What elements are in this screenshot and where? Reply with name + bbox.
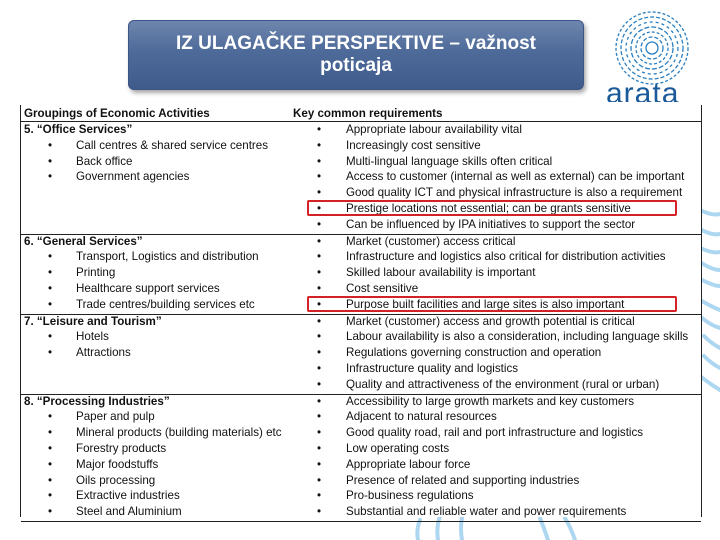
activity-item: Call centres & shared service centres (76, 138, 269, 152)
bullet-glyph: • (317, 330, 322, 344)
table-row (21, 138, 701, 154)
requirement-item: Purpose built facilities and large sites is also important (346, 297, 625, 311)
requirement-item: Presence of related and supporting industries (346, 473, 580, 487)
requirement-item: Good quality ICT and physical infrastructure is also a requirement (346, 186, 683, 200)
bullet-glyph: • (48, 330, 53, 344)
table-row (21, 122, 701, 138)
bullet-glyph: • (48, 410, 53, 424)
table-row (21, 169, 701, 185)
activity-item: Steel and Aluminium (76, 505, 182, 519)
table-row (21, 377, 701, 393)
bullet-glyph: • (48, 297, 53, 311)
bullet-glyph: • (317, 138, 322, 152)
table-header (21, 107, 701, 122)
table-row (21, 394, 701, 410)
activity-item: Government agencies (76, 170, 190, 184)
requirements-table (20, 105, 702, 517)
group-row (21, 314, 701, 395)
bullet-glyph: • (48, 170, 53, 184)
requirement-item: Can be influenced by IPA initiatives to support the sector (346, 217, 636, 231)
table-row (21, 345, 701, 361)
requirement-item: Appropriate labour force (346, 457, 471, 471)
bullet-glyph: • (317, 154, 322, 168)
requirement-item: Multi-lingual language skills often critical (346, 154, 553, 168)
bullet-glyph: • (48, 138, 53, 152)
bullet-glyph: • (48, 473, 53, 487)
table-row (21, 249, 701, 265)
table-row (21, 473, 701, 489)
requirement-item: Infrastructure and logistics also critical for distribution activities (346, 250, 666, 264)
requirement-item: Appropriate labour availability vital (346, 123, 522, 136)
activity-item: Back office (76, 154, 133, 168)
bullet-glyph: • (317, 441, 322, 455)
requirement-item: Labour availability is also a consideration, including language skills (346, 330, 689, 344)
bullet-glyph: • (317, 266, 322, 280)
bullet-glyph: • (317, 377, 322, 391)
header-groupings: Groupings of Economic Activities (24, 107, 210, 120)
table-row (21, 217, 701, 233)
requirement-item: Good quality road, rail and port infrastructure and logistics (346, 426, 644, 440)
table-row (21, 265, 701, 281)
activity-item: Extractive industries (76, 489, 180, 503)
bullet-glyph: • (317, 123, 322, 136)
activity-item: Paper and pulp (76, 410, 155, 424)
activity-item: Trade centres/building services etc (76, 297, 255, 311)
table-row (21, 488, 701, 504)
activity-item: Oils processing (76, 473, 156, 487)
requirement-item: Infrastructure quality and logistics (346, 361, 519, 375)
bullet-glyph: • (317, 426, 322, 440)
table-row (21, 314, 701, 330)
group-name: 6. “General Services” (24, 234, 143, 248)
bullet-glyph: • (317, 234, 322, 248)
requirement-item: Market (customer) access critical (346, 234, 516, 248)
bullet-glyph: • (317, 457, 322, 471)
activity-item: Healthcare support services (76, 281, 220, 295)
bullet-glyph: • (317, 170, 322, 184)
logo-wordmark: arata (606, 82, 680, 102)
header-requirements: Key common requirements (293, 107, 443, 120)
requirement-item: Regulations governing construction and operation (346, 346, 602, 360)
bullet-glyph: • (48, 250, 53, 264)
requirement-item: Low operating costs (346, 441, 450, 455)
requirement-item: Access to customer (internal as well as external) can be important (346, 170, 685, 184)
group-row (21, 234, 701, 315)
bullet-glyph: • (317, 281, 322, 295)
group-name: 5. “Office Services” (24, 123, 133, 136)
table-row (21, 441, 701, 457)
activity-item: Major foodstuffs (76, 457, 159, 471)
bullet-glyph: • (48, 505, 53, 519)
table-row (21, 154, 701, 170)
bullet-glyph: • (317, 202, 322, 215)
bullet-glyph: • (317, 346, 322, 360)
bullet-glyph: • (317, 394, 322, 408)
table-row (21, 281, 701, 297)
group-name: 7. “Leisure and Tourism” (24, 314, 162, 328)
bullet-glyph: • (317, 473, 322, 487)
activity-item: Attractions (76, 346, 131, 360)
bullet-glyph: • (317, 250, 322, 264)
bullet-glyph: • (48, 346, 53, 360)
table-row (21, 425, 701, 441)
requirement-item: Increasingly cost sensitive (346, 138, 481, 152)
requirement-item: Pro-business regulations (346, 489, 474, 503)
bullet-glyph: • (48, 426, 53, 440)
group-row (21, 394, 701, 522)
requirement-item: Substantial and reliable water and power requirements (346, 505, 627, 519)
slide-title-line-1: IZ ULAGAČKE PERSPEKTIVE – važnost (175, 33, 536, 54)
highlight-box (307, 200, 677, 216)
bullet-glyph: • (48, 457, 53, 471)
requirement-item: Prestige locations not essential; can be grants sensitive (346, 202, 631, 215)
requirement-item: Adjacent to natural resources (346, 410, 497, 424)
bullet-glyph: • (317, 314, 322, 328)
activity-item: Transport, Logistics and distribution (76, 250, 259, 264)
table-row (21, 234, 701, 250)
table-row (21, 409, 701, 425)
requirement-item: Quality and attractiveness of the environment (rural or urban) (346, 377, 660, 391)
bullet-glyph: • (48, 266, 53, 280)
activity-item: Mineral products (building materials) etc (76, 426, 282, 440)
bullet-glyph: • (317, 505, 322, 519)
group-name: 8. “Processing Industries” (24, 394, 170, 408)
table-row (21, 185, 701, 201)
table-row (21, 361, 701, 377)
group-row (21, 122, 701, 235)
activity-item: Forestry products (76, 441, 167, 455)
bullet-glyph: • (317, 186, 322, 200)
activity-item: Printing (76, 266, 116, 280)
bullet-glyph: • (48, 154, 53, 168)
table-row (21, 504, 701, 520)
table-row (21, 329, 701, 345)
bullet-glyph: • (48, 489, 53, 503)
requirement-item: Cost sensitive (346, 281, 419, 295)
bullet-glyph: • (317, 489, 322, 503)
table-row (21, 457, 701, 473)
bullet-glyph: • (317, 410, 322, 424)
bullet-glyph: • (48, 281, 53, 295)
bullet-glyph: • (48, 441, 53, 455)
bullet-glyph: • (317, 361, 322, 375)
requirement-item: Accessibility to large growth markets and key customers (346, 394, 635, 408)
concentric-circles-logo-icon (612, 8, 692, 88)
activity-item: Hotels (76, 330, 109, 344)
requirement-item: Market (customer) access and growth potential is critical (346, 314, 635, 328)
bullet-glyph: • (317, 297, 322, 311)
highlight-box (307, 296, 677, 312)
slide-title (128, 20, 584, 90)
bullet-glyph: • (317, 217, 322, 231)
requirement-item: Skilled labour availability is important (346, 266, 536, 280)
slide-title-line-2: poticaja (320, 55, 392, 76)
